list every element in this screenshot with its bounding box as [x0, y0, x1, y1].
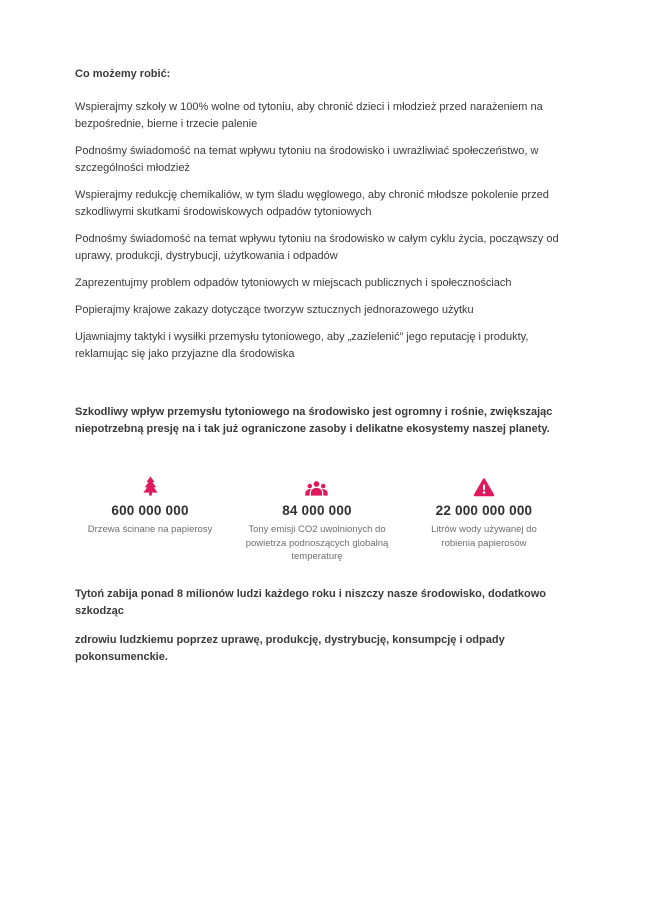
- action-paragraph: Wspierajmy szkoły w 100% wolne od tytoniu, aby chronić dzieci i młodzież przed narażeniem na bezpośrednie, bierne i trzecie palenie: [75, 101, 543, 130]
- stat-value: 22 000 000 000: [435, 503, 533, 518]
- statistics-row: [75, 475, 559, 564]
- stat-value: 600 000 000: [111, 503, 189, 518]
- action-paragraph: Wspierajmy redukcję chemikaliów, w tym śladu węglowego, aby chronić młodsze pokolenie przed szkodliwymi skutkami środowiskowych odpadów tytoniowych: [75, 189, 549, 218]
- action-paragraph: Podnośmy świadomość na temat wpływu tytoniu na środowisko i uwrażliwiać społeczeństwo, w szczególności młodzież: [75, 145, 539, 174]
- action-paragraph: Podnośmy świadomość na temat wpływu tytoniu na środowisko w całym cyklu życia, począwszy od uprawy, produkcji, dystrybucji, użytkowania i odpadów: [75, 233, 559, 262]
- stat-label: Litrów wody używanej do robienia papierosów: [431, 524, 537, 549]
- stat-co2: [225, 475, 409, 564]
- action-paragraph: Ujawniajmy taktyki i wysiłki przemysłu tytoniowego, aby „zazielenić” jego reputację i produkty, reklamując się jako przyjazne dla środowiska: [75, 331, 529, 360]
- stat-label: Tony emisji CO2 uwolnionych do powietrza podnoszących globalną temperaturę: [245, 524, 389, 562]
- warning-icon: [413, 475, 555, 497]
- emphasis-paragraph: Szkodliwy wpływ przemysłu tytoniowego na środowisko jest ogromny i rośnie, zwiększając niepotrzebną presję na i tak już ograniczone zasoby i delikatne ekosystemy naszej planety.: [75, 406, 553, 435]
- action-paragraph: Popierajmy krajowe zakazy dotyczące tworzyw sztucznych jednorazowego użytku: [75, 304, 474, 316]
- stat-water: [409, 475, 559, 564]
- stat-trees: [75, 475, 225, 564]
- document-content: [75, 66, 559, 666]
- tree-icon: [79, 475, 221, 497]
- closing-paragraph: zdrowiu ludzkiemu poprzez uprawę, produkcję, dystrybucję, konsumpcję i odpady pokonsumenckie.: [75, 633, 505, 663]
- action-paragraph: Zaprezentujmy problem odpadów tytoniowych w miejscach publicznych i społecznościach: [75, 277, 512, 289]
- stat-value: 84 000 000: [282, 503, 352, 518]
- section-heading: Co możemy robić:: [75, 68, 171, 80]
- people-icon: [229, 475, 405, 497]
- stat-label: Drzewa ścinane na papierosy: [87, 524, 213, 535]
- closing-paragraph: Tytoń zabija ponad 8 milionów ludzi każdego roku i niszczy nasze środowisko, dodatkowo szkodząc: [75, 587, 547, 617]
